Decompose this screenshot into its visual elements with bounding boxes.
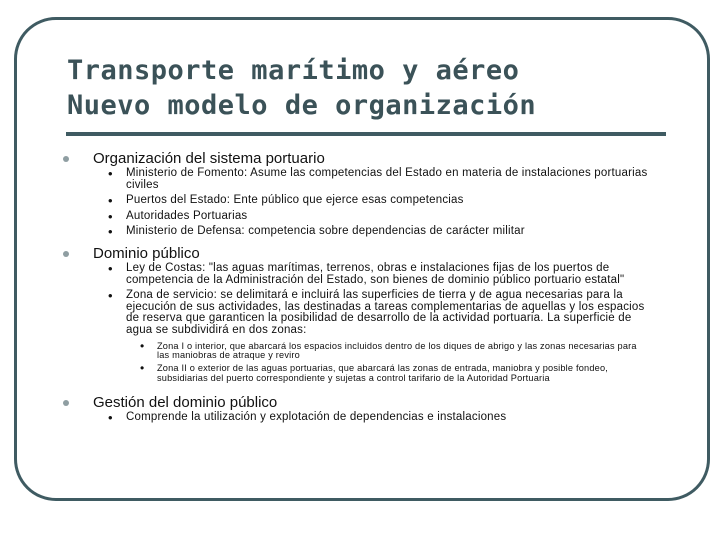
list-item <box>60 226 660 238</box>
section-heading: Dominio público <box>93 244 200 262</box>
gestion-items <box>60 409 660 425</box>
bullet-icon: • <box>108 409 113 425</box>
section-organizacion <box>60 150 660 167</box>
list-item-text: Comprende la utilización y explotación de dependencias e instalaciones <box>126 410 507 423</box>
title-line-1: Transporte marítimo y aéreo <box>67 55 520 86</box>
sub-list-item <box>60 361 654 384</box>
bullet-icon: • <box>108 260 113 276</box>
bullet-icon: • <box>108 224 113 240</box>
list-item-text: Ministerio de Defensa: competencia sobre dependencias de carácter militar <box>126 225 525 238</box>
title-line-2: Nuevo modelo de organización <box>67 90 537 121</box>
bullet-icon: • <box>108 288 113 304</box>
bullet-icon: • <box>108 166 113 181</box>
bullet-icon: • <box>108 193 113 209</box>
dominio-items <box>60 260 660 384</box>
sub-list-item-text: Zona II o exterior de las aguas portuarias, que abarcará las zonas de entrada, maniobra y posible fondeo, subsidiarias del puerto correspondiente y sujetas a control tarifario de la Autoridad Portuaria <box>157 363 609 383</box>
title-underline <box>66 132 666 136</box>
list-item-text: Ministerio de Fomento: Asume las competencias del Estado en materia de instalaciones portuarias civiles <box>126 167 648 191</box>
section-heading: Organización del sistema portuario <box>93 150 325 167</box>
bullet-icon <box>63 251 69 257</box>
list-item <box>60 290 660 384</box>
list-item-text: Zona de servicio: se delimitará e incluirá las superficies de tierra y de agua necesarias para la ejecución de sus actividades, las destinadas a tareas complementarias de aquellas y los espacios de reserva que garanticen la posibilidad de desarrollo de la actividad portuaria. La superficie de agua se subdividirá en dos zonas: <box>126 289 645 336</box>
list-item <box>60 260 660 286</box>
section-heading: Gestión del dominio público <box>93 393 278 411</box>
slide-title <box>67 53 627 123</box>
list-item <box>60 409 660 425</box>
list-item-text: Ley de Costas: "las aguas marítimas, terrenos, obras e instalaciones fijas de los puertos de competencia de la Administración del Estado, son bienes de dominio público portuario estatal" <box>126 261 625 286</box>
list-item <box>60 168 660 191</box>
bullet-icon <box>63 156 69 162</box>
bullet-icon: • <box>108 208 113 224</box>
bullet-icon <box>63 400 69 406</box>
list-item-text: Puertos del Estado: Ente público que ejerce esas competencias <box>126 194 464 207</box>
section-gestion <box>60 394 660 411</box>
bullet-icon: • <box>140 361 145 376</box>
section-dominio-publico <box>60 245 660 262</box>
zona-subitems <box>60 338 654 384</box>
organizacion-items <box>60 168 660 238</box>
sub-list-item-text: Zona I o interior, que abarcará los espacios incluidos dentro de los diques de abrigo y las zonas necesarias para las maniobras de atraque y reviro <box>157 340 637 361</box>
bullet-icon: • <box>140 338 145 353</box>
list-item <box>60 195 660 207</box>
list-item-text: Autoridades Portuarias <box>126 209 248 222</box>
sub-list-item <box>60 338 654 362</box>
slide-content <box>60 150 660 423</box>
list-item <box>60 208 660 224</box>
